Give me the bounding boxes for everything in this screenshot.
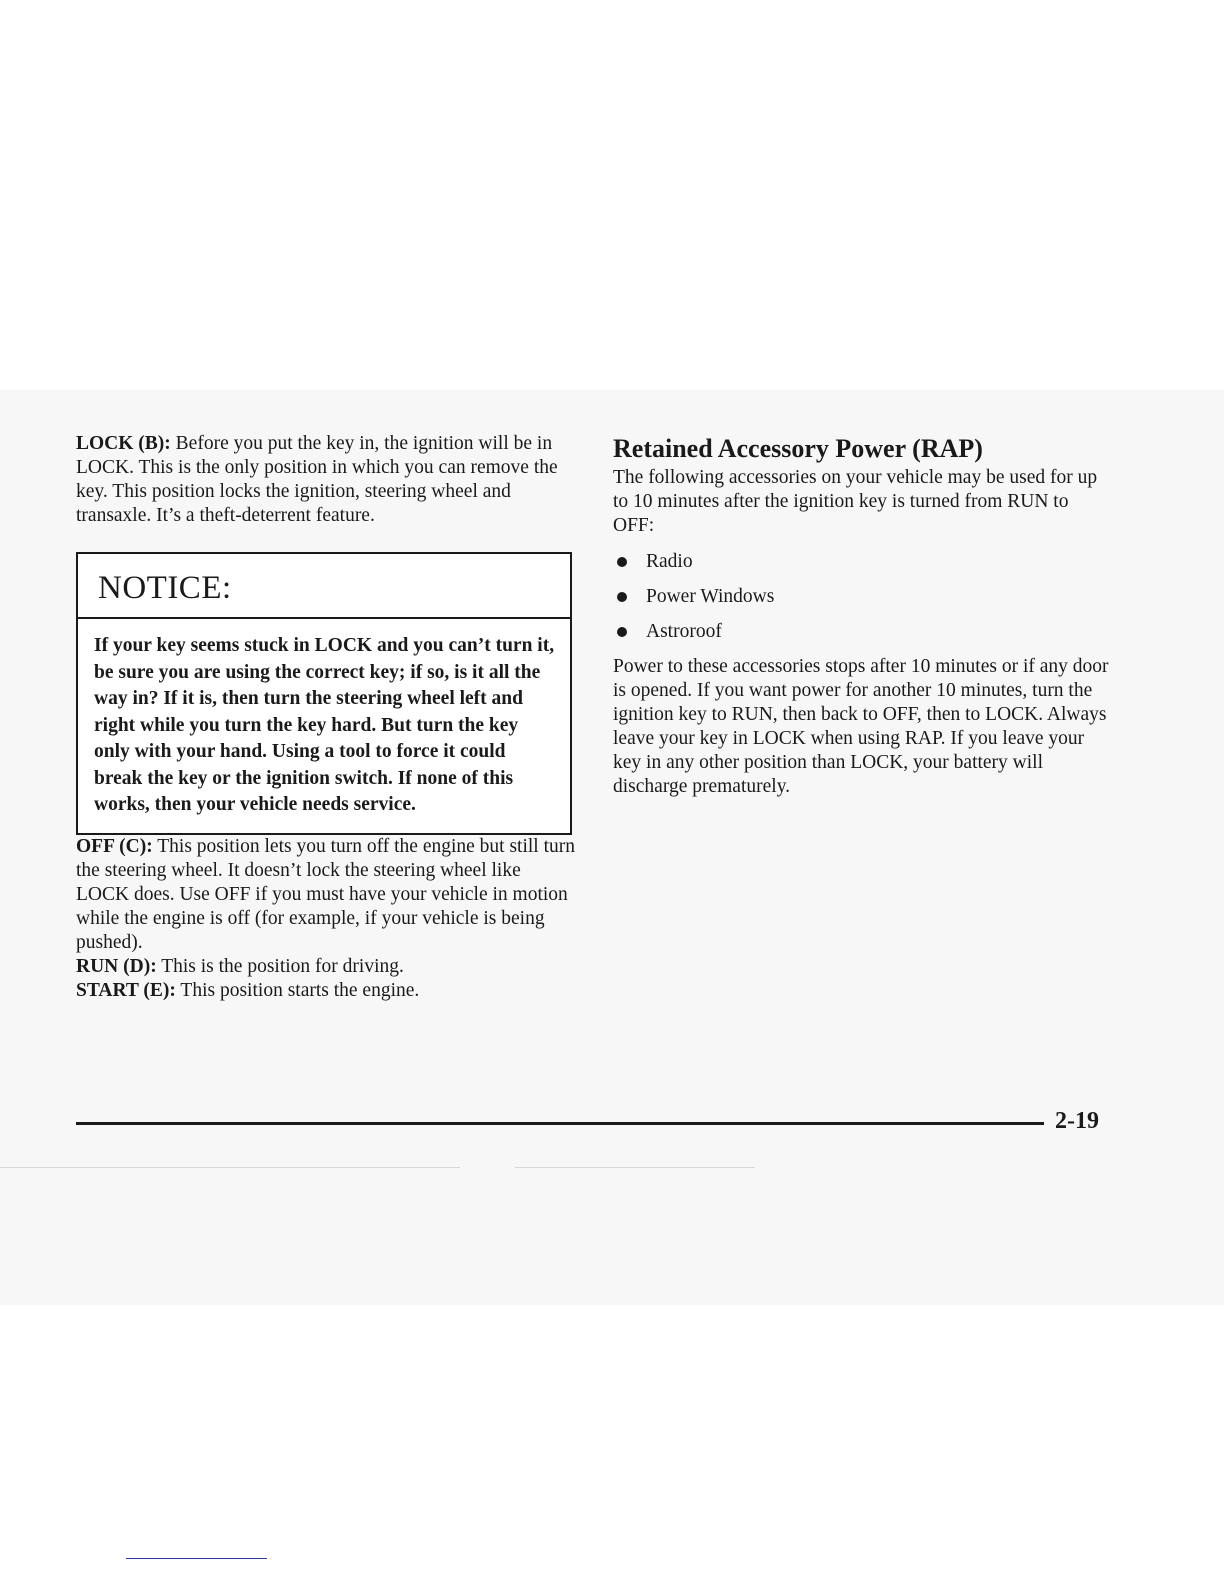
lock-paragraph: [76, 432, 576, 528]
bottom-underline: [126, 1558, 267, 1559]
notice-body: If your key seems stuck in LOCK and you can’t turn it, be sure you are using the correct key; if so, is it all the way in? If it is, then turn the steering wheel left and right while you turn the key hard. But turn the key only with your hand. Using a tool to force it could break the key or the ignition switch. If none of this works, then your vehicle needs service.: [94, 635, 555, 815]
left-column: [76, 432, 576, 1003]
lock-term: LOCK (B):: [76, 433, 171, 454]
lock-text: Before you put the key in, the ignition will be in LOCK. This is the only position in which you can remove the key. This position locks the ignition, steering wheel and transaxle. It’s a theft-deterrent feature.: [76, 433, 558, 526]
start-paragraph: [76, 979, 576, 1003]
off-text: This position lets you turn off the engine but still turn the steering wheel. It doesn’t lock the steering wheel like LOCK does. Use OFF if you must have your vehicle in motion while the engine is off (for example, if your vehicle is being pushed).: [76, 835, 576, 953]
list-item: [613, 550, 1113, 574]
rap-intro: The following accessories on your vehicle may be used for up to 10 minutes after the ignition key is turned from RUN to OFF:: [613, 467, 1098, 536]
notice-heading: NOTICE:: [78, 554, 570, 619]
rap-closing: Power to these accessories stops after 10 minutes or if any door is opened. If you want power for another 10 minutes, turn the ignition key to RUN, then back to OFF, then to LOCK. Always leave your key in LOCK when using RAP. If you leave your key in any other position than LOCK, your battery will discharge prematurely.: [613, 656, 1109, 797]
list-item: [613, 620, 1113, 644]
off-term: OFF (C):: [76, 835, 153, 857]
right-column: [613, 432, 1113, 799]
page-number: 2-19: [1055, 1108, 1099, 1134]
bullet-icon: [617, 627, 627, 637]
list-item-label: Astroroof: [646, 621, 722, 642]
list-item-label: Power Windows: [646, 586, 775, 607]
bullet-icon: [617, 557, 627, 567]
bullet-icon: [617, 592, 627, 602]
notice-box: [76, 552, 572, 835]
scan-artifact-line: [0, 1167, 460, 1168]
start-term: START (E):: [76, 979, 176, 1001]
run-text: This is the position for driving.: [156, 955, 404, 977]
off-paragraph: [76, 835, 576, 955]
list-item: [613, 585, 1113, 609]
footer-rule: [76, 1122, 1044, 1125]
accessory-list: [613, 550, 1113, 644]
list-item-label: Radio: [646, 551, 693, 572]
start-text: This position starts the engine.: [175, 979, 420, 1001]
run-paragraph: [76, 955, 576, 979]
scan-artifact-line: [515, 1167, 755, 1168]
section-heading: Retained Accessory Power (RAP): [613, 434, 983, 463]
run-term: RUN (D):: [76, 955, 157, 977]
